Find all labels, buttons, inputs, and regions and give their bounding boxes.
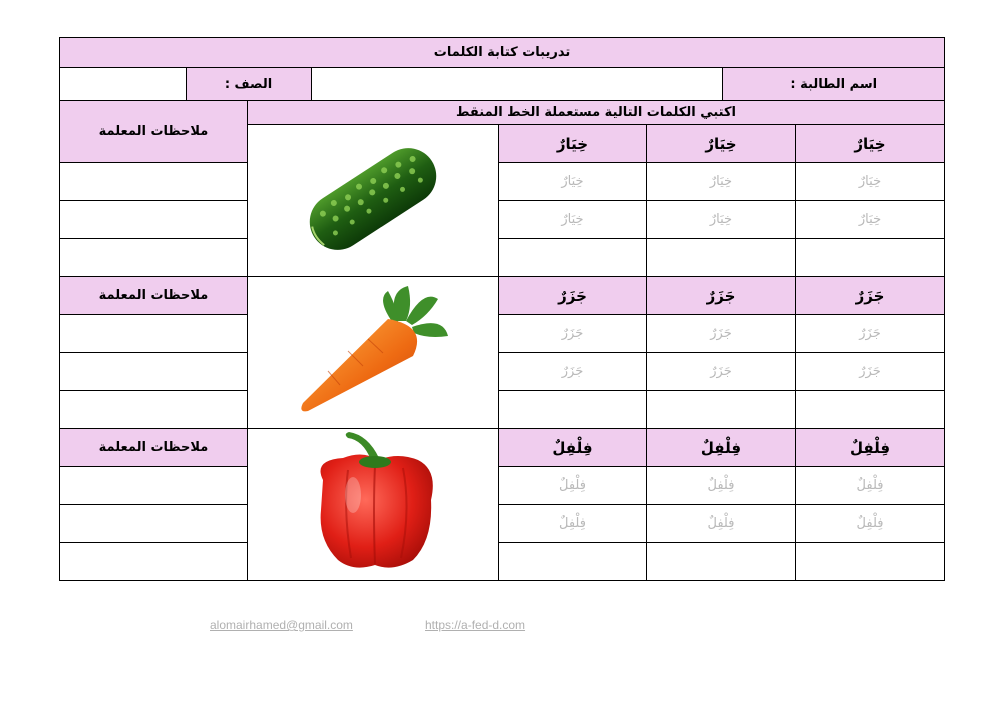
trace-word[interactable]: فِلْفِلٌ: [647, 505, 796, 543]
student-name-field[interactable]: [311, 68, 722, 100]
trace-word[interactable]: فِلْفِلٌ: [499, 467, 647, 505]
notes-cell[interactable]: [60, 391, 248, 429]
trace-word[interactable]: جَزَرٌ: [796, 315, 945, 353]
blank-writing-cell[interactable]: [796, 543, 945, 581]
carrot-illustration: [288, 281, 458, 421]
teacher-notes-label: ملاحظات المعلمة: [60, 101, 248, 163]
footer-url-link[interactable]: https://a-fed-d.com: [425, 618, 526, 632]
trace-word[interactable]: فِلْفِلٌ: [499, 505, 647, 543]
notes-cell[interactable]: [60, 315, 248, 353]
teacher-notes-label: ملاحظات المعلمة: [60, 429, 248, 467]
pepper-image: [248, 429, 499, 581]
trace-word[interactable]: جَزَرٌ: [647, 353, 796, 391]
word-header: فِلْفِلٌ: [647, 429, 796, 467]
trace-word[interactable]: فِلْفِلٌ: [796, 467, 945, 505]
word-header: جَزَرٌ: [647, 277, 796, 315]
trace-word[interactable]: جَزَرٌ: [499, 353, 647, 391]
word-header: فِلْفِلٌ: [499, 429, 647, 467]
notes-cell[interactable]: [60, 467, 248, 505]
word-header: جَزَرٌ: [499, 277, 647, 315]
notes-cell[interactable]: [60, 505, 248, 543]
trace-word[interactable]: خِيَارٌ: [499, 201, 647, 239]
notes-cell[interactable]: [60, 163, 248, 201]
cucumber-illustration: [293, 129, 453, 269]
footer-email-link[interactable]: alomairhamed@gmail.com: [210, 618, 353, 632]
notes-cell[interactable]: [60, 201, 248, 239]
notes-cell[interactable]: [60, 353, 248, 391]
word-header: خِيَارٌ: [647, 125, 796, 163]
worksheet: [59, 37, 944, 581]
blank-writing-cell[interactable]: [499, 239, 647, 277]
blank-writing-cell[interactable]: [499, 543, 647, 581]
word-header: خِيَارٌ: [796, 125, 945, 163]
trace-word[interactable]: خِيَارٌ: [647, 201, 796, 239]
trace-word[interactable]: فِلْفِلٌ: [796, 505, 945, 543]
notes-cell[interactable]: [60, 543, 248, 581]
word-header: خِيَارٌ: [499, 125, 647, 163]
carrot-image: [248, 277, 499, 429]
worksheet-table: [59, 37, 945, 581]
word-header: جَزَرٌ: [796, 277, 945, 315]
blank-writing-cell[interactable]: [796, 391, 945, 429]
cucumber-image: [248, 125, 499, 277]
notes-cell[interactable]: [60, 239, 248, 277]
blank-writing-cell[interactable]: [647, 543, 796, 581]
blank-writing-cell[interactable]: [796, 239, 945, 277]
student-name-label: اسم الطالبة :: [722, 68, 945, 100]
instruction-text: اكتبي الكلمات التالية مستعملة الخط المنقط: [248, 101, 945, 125]
trace-word[interactable]: خِيَارٌ: [647, 163, 796, 201]
blank-writing-cell[interactable]: [499, 391, 647, 429]
blank-writing-cell[interactable]: [647, 239, 796, 277]
blank-writing-cell[interactable]: [647, 391, 796, 429]
teacher-notes-label: ملاحظات المعلمة: [60, 277, 248, 315]
student-info-row: [60, 68, 945, 100]
trace-word[interactable]: جَزَرٌ: [499, 315, 647, 353]
trace-word[interactable]: جَزَرٌ: [647, 315, 796, 353]
worksheet-title: تدريبات كتابة الكلمات: [60, 38, 945, 68]
word-header: فِلْفِلٌ: [796, 429, 945, 467]
class-field[interactable]: [60, 68, 186, 100]
trace-word[interactable]: خِيَارٌ: [499, 163, 647, 201]
trace-word[interactable]: فِلْفِلٌ: [647, 467, 796, 505]
trace-word[interactable]: خِيَارٌ: [796, 201, 945, 239]
pepper-illustration: [293, 430, 453, 575]
trace-word[interactable]: جَزَرٌ: [796, 353, 945, 391]
trace-word[interactable]: خِيَارٌ: [796, 163, 945, 201]
class-label: الصف :: [186, 68, 311, 100]
